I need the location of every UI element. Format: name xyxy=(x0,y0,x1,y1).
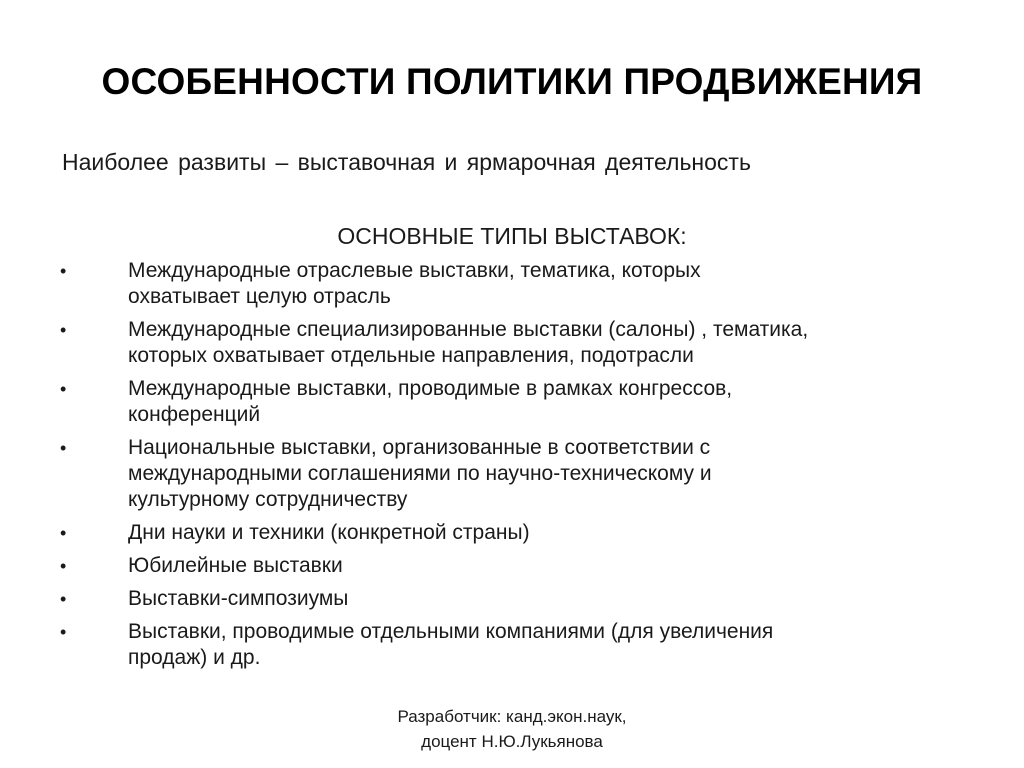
bullet-icon: • xyxy=(60,320,67,340)
types-heading: ОСНОВНЫЕ ТИПЫ ВЫСТАВОК: xyxy=(337,223,687,249)
list-item xyxy=(56,520,976,546)
bullet-icon: • xyxy=(60,261,67,281)
list-item xyxy=(56,376,976,428)
list-item-text-line: Выставки, проводимые отдельными компаниями (для увеличения xyxy=(128,620,774,643)
list-item-text-line: конференций xyxy=(128,403,261,426)
list-item xyxy=(56,258,976,310)
bullet-icon: • xyxy=(60,523,67,543)
list-item-text-line: международными соглашениями по научно-техническому и xyxy=(128,462,712,485)
bullet-icon: • xyxy=(60,589,67,609)
list-item-text-line: охватывает целую отрасль xyxy=(128,285,391,308)
list-item xyxy=(56,619,976,671)
list-item-text-line: Юбилейные выставки xyxy=(128,554,343,577)
author-footer xyxy=(0,704,1024,754)
list-item-text-line: Международные отраслевые выставки, тематика, которых xyxy=(128,259,701,282)
exhibition-types-list xyxy=(56,258,976,678)
bullet-icon: • xyxy=(60,622,67,642)
bullet-icon: • xyxy=(60,556,67,576)
list-item-text-line: Выставки-симпозиумы xyxy=(128,587,349,610)
list-item-text-line: Международные специализированные выставки (салоны) , тематика, xyxy=(128,318,809,341)
slide-subtitle: Наиболее развиты – выставочная и ярмарочная деятельность xyxy=(62,149,751,175)
list-item xyxy=(56,553,976,579)
list-item xyxy=(56,586,976,612)
author-line-name: доцент Н.Ю.Лукьянова xyxy=(421,732,603,751)
slide-title: ОСОБЕННОСТИ ПОЛИТИКИ ПРОДВИЖЕНИЯ xyxy=(101,61,923,102)
list-item-text-line: Международные выставки, проводимые в рамках конгрессов, xyxy=(128,377,733,400)
list-item-text-line: которых охватывает отдельные направления, подотрасли xyxy=(128,344,694,367)
list-item-text-line: продаж) и др. xyxy=(128,646,261,669)
author-line-degree: Разработчик: канд.экон.наук, xyxy=(397,707,627,726)
list-item-text-line: Дни науки и техники (конкретной страны) xyxy=(128,521,530,544)
bullet-icon: • xyxy=(60,379,67,399)
list-item-text-line: Национальные выставки, организованные в соответствии с xyxy=(128,436,711,459)
list-item xyxy=(56,317,976,369)
list-item-text-line: культурному сотрудничеству xyxy=(128,488,408,511)
bullet-icon: • xyxy=(60,438,67,458)
list-item xyxy=(56,435,976,513)
